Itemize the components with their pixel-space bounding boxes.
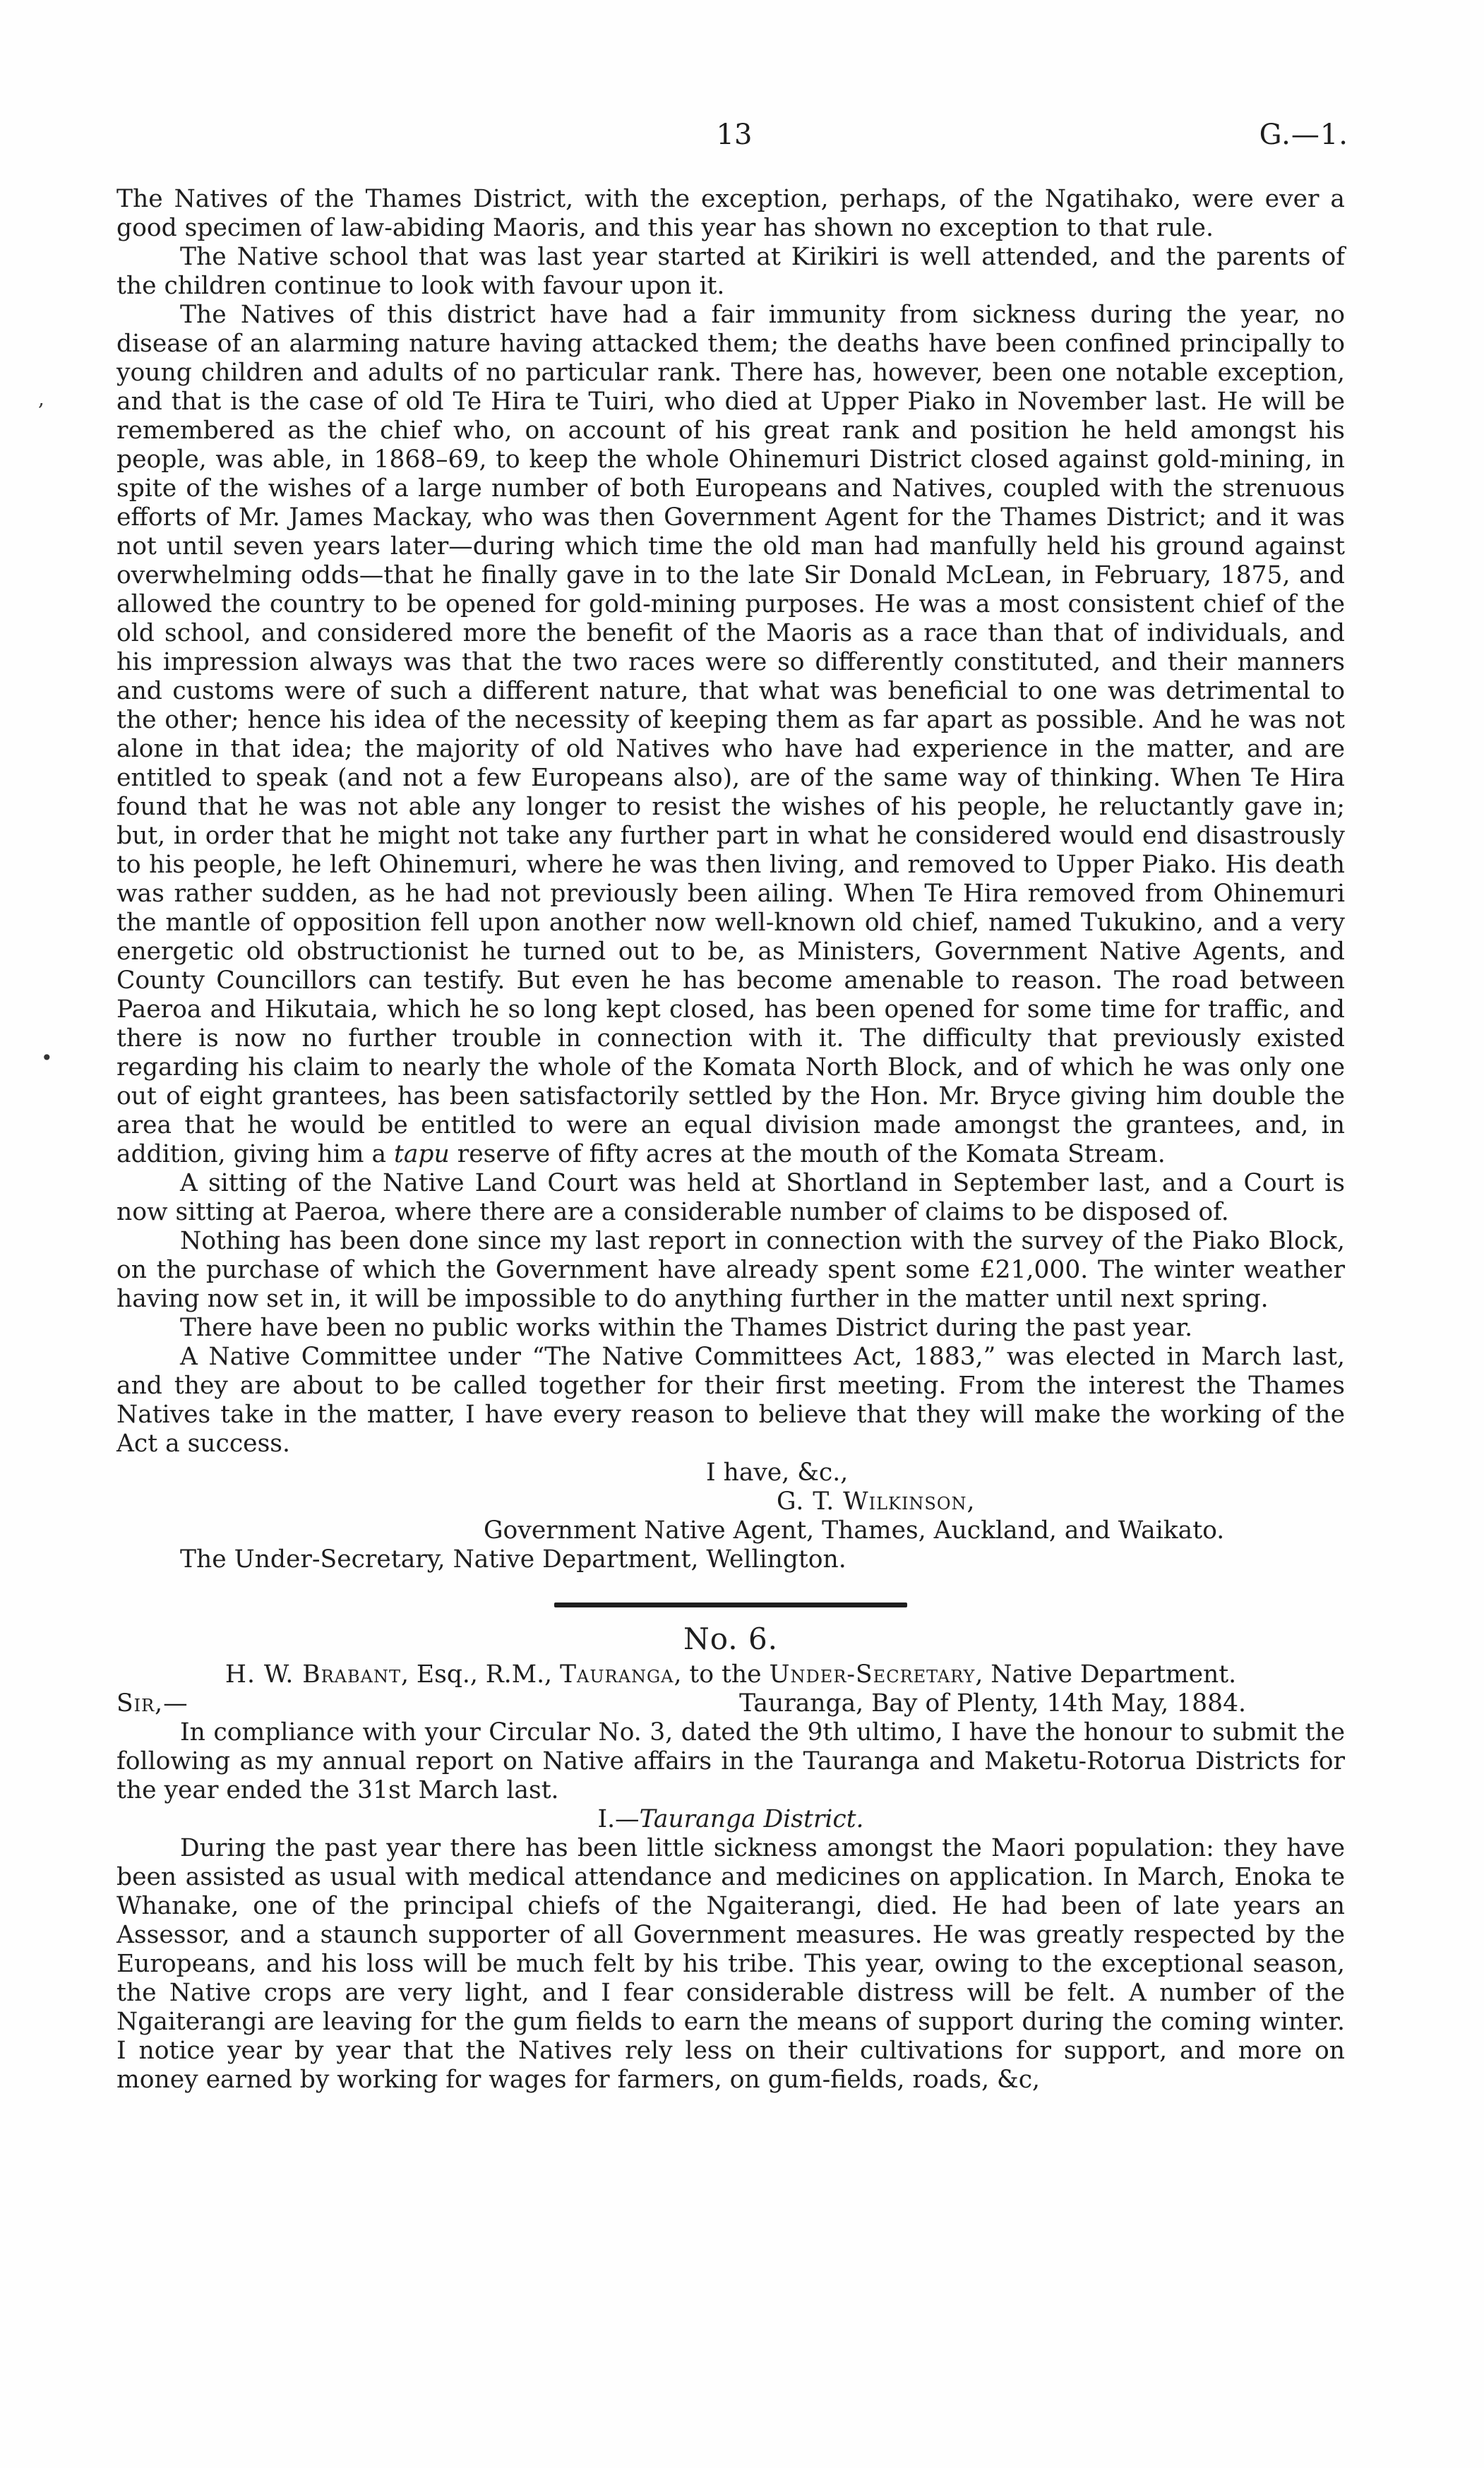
salutation-line xyxy=(116,1689,1345,1718)
letter-heading xyxy=(116,1660,1345,1689)
page-number: 13 xyxy=(716,119,753,151)
section-heading xyxy=(116,1805,1345,1834)
closing-phrase: I have, &c., xyxy=(706,1458,849,1487)
paragraph: In compliance with your Circular No. 3, dated the 9th ultimo, I have the honour to submit the following as my annual report on Native affairs in the Tauranga and Maketu-Rotorua Districts for the year ended the 31st March last. xyxy=(116,1718,1345,1804)
italic-word: tapu xyxy=(393,1140,450,1168)
page-reference: G.—1. xyxy=(1259,119,1348,151)
paragraph: A Native Committee under “The Native Committees Act, 1883,” was elected in March last, and they are about to be called together for their first meeting. From the interest the Thames Natives take in the matter, I have every reason to believe that they will make the working of the Act a success. xyxy=(116,1343,1345,1458)
margin-mark: • xyxy=(41,1046,53,1070)
heading-text: , Native Department. xyxy=(975,1660,1237,1689)
margin-mark: , xyxy=(38,387,44,410)
heading-text: , Esq., R.M., xyxy=(401,1660,560,1689)
heading-text: , to the xyxy=(674,1660,770,1689)
paragraph-text: reserve of fifty acres at the mouth of the Komata Stream. xyxy=(457,1140,1166,1168)
place-date: Tauranga, Bay of Plenty, 14th May, 1884. xyxy=(739,1689,1246,1718)
signature: G. T. Wilkinson, xyxy=(777,1487,976,1516)
paragraph: There have been no public works within the Thames District during the past year. xyxy=(180,1314,1193,1342)
paragraph: A sitting of the Native Land Court was held at Shortland in September last, and a Court is now sitting at Paeroa, where there are a considerable number of claims to be disposed of. xyxy=(116,1169,1345,1226)
heading-author: H. W. Brabant xyxy=(225,1660,401,1689)
section-number: I.— xyxy=(597,1805,640,1833)
paragraph: The Natives of the Thames District, with the exception, perhaps, of the Ngatihako, were ever a good specimen of law-abiding Maoris, and this year has shown no exception to that rule. xyxy=(116,185,1345,242)
section-divider xyxy=(554,1603,907,1607)
letter-closing xyxy=(116,1458,1345,1574)
heading-recipient: Under-Secretary xyxy=(769,1660,976,1689)
salutation: Sir,— xyxy=(116,1689,189,1718)
paragraph: The Native school that was last year started at Kirikiri is well attended, and the parents of the children continue to look with favour upon it. xyxy=(116,243,1345,300)
paragraph xyxy=(116,301,1345,1169)
body-text xyxy=(116,185,1345,2095)
paragraph: Nothing has been done since my last report in connection with the survey of the Piako Block, on the purchase of which the Government have already spent some £21,000. The winter weather having now set in, it will be impossible to do anything further in the matter until next spring. xyxy=(116,1227,1345,1313)
heading-place: Tauranga xyxy=(559,1660,674,1689)
paragraph: During the past year there has been little sickness amongst the Maori population: they have been assisted as usual with medical attendance and medicines on application. In March, Enoka te Whanake, one of the principal chiefs of the Ngaiterangi, died. He had been of late years an Assessor, and a staunch supporter of all Government measures. He was greatly respected by the Europeans, and his loss will be much felt by his tribe. This year, owing to the exceptional season, the Native crops are very light, and I fear considerable distress will be felt. A number of the Ngaiterangi are leaving for the gum fields to earn the means of support during the coming winter. I notice year by year that the Natives rely less on their cultivations for support, and more on money earned by working for wages for farmers, on gum-fields, roads, &c, xyxy=(116,1834,1345,2094)
paragraph-text: The Natives of this district have had a fair immunity from sickness during the year, no disease of an alarming nature having attacked them; the deaths have been confined principally to young children and adults of no particular rank. There has, however, been one notable exception, and that is the case of old Te Hira te Tuiri, who died at Upper Piako in November last. He will be remembered as the chief who, on account of his great rank and position he held amongst his people, was able, in 1868–69, to keep the whole Ohinemuri District closed against gold-mining, in spite of the wishes of a large number of both Europeans and Natives, coupled with the strenuous efforts of Mr. James Mackay, who was then Government Agent for the Thames District; and it was not until seven years later—during which time the old man had manfully held his ground against overwhelming odds—that he finally gave in to the late Sir Donald McLean, in February, 1875, and allowed the country to be opened for gold-mining purposes. He was a most consistent chief of the old school, and considered more the benefit of the Maoris as a race than that of individuals, and his impression always was that the two races were so differently constituted, and their manners and customs were of such a different nature, that what was beneficial to one was detrimental to the other; hence his idea of the necessity of keeping them as far apart as possible. And he was not alone in that idea; the majority of old Natives who have had experience in the matter, and are entitled to speak (and not a few Europeans also), are of the same way of thinking. When Te Hira found that he was not able any longer to resist the wishes of his people, he reluctantly gave in; but, in order that he might not take any further part in what he considered would end disastrously to his people, he left Ohinemuri, where he was then living, and removed to Upper Piako. His death was rather sudden, as he had not previously been ailing. When Te Hira removed from Ohinemuri the mantle of opposition fell upon another now well-known old chief, named Tukukino, and a very energetic old obstructionist he turned out to be, as Ministers, Government Native Agents, and County Councillors can testify. But even he has become amenable to reason. The road between Paeroa and Hikutaia, which he so long kept closed, has been opened for some time for traffic, and there is now no further trouble in connection with it. The difficulty that previously existed regarding his claim to nearly the whole of the Komata North Block, and of which he was only one out of eight grantees, has been satisfactorily settled by the Hon. Mr. Bryce giving him double the area that he would be entitled to were an equal division made amongst the grantees, and, in addition, giving him a xyxy=(116,301,1345,1168)
addressee: The Under-Secretary, Native Department, Wellington. xyxy=(180,1545,846,1574)
letter-number: No. 6. xyxy=(683,1622,779,1656)
section-title: Tauranga District. xyxy=(639,1805,864,1833)
signatory-position: Government Native Agent, Thames, Auckland, and Waikato. xyxy=(484,1516,1225,1545)
